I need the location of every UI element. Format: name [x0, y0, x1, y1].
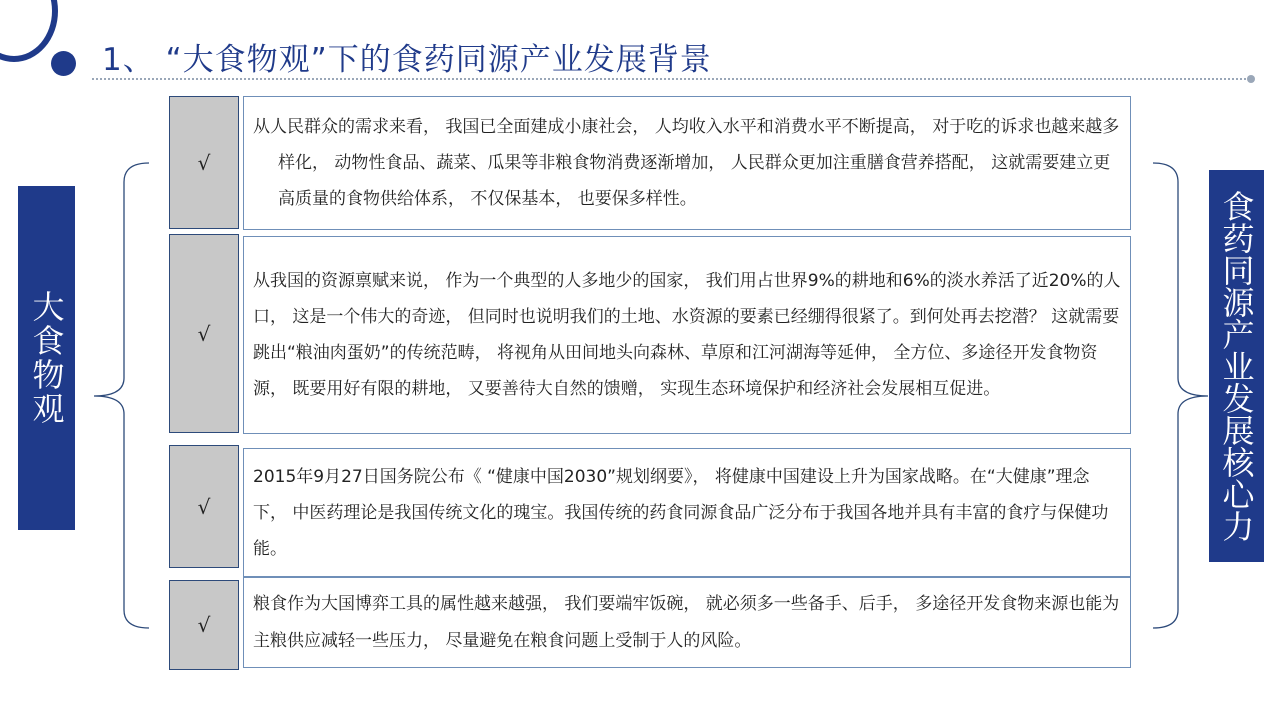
title-divider-end-dot — [1247, 75, 1255, 83]
check-mark-icon: √ — [197, 613, 211, 637]
check-box-4 — [169, 580, 239, 670]
page-title: 1、 “大食物观”下的食药同源产业发展背景 — [102, 42, 712, 78]
check-box-3 — [169, 445, 239, 568]
check-box-2 — [169, 234, 239, 433]
right-label-text: 食药同源产业发展核心力 — [1217, 190, 1256, 542]
check-mark-icon: √ — [197, 150, 211, 175]
check-box-1 — [169, 96, 239, 229]
title-divider — [92, 78, 1250, 80]
decorative-dot — [51, 51, 76, 76]
text-box-1 — [243, 96, 1131, 230]
row-text-1: 从人民群众的需求来看， 我国已全面建成小康社会， 人均收入水平和消费水平不断提高， 对于吃的诉求也越来越多样化， 动物性食品、蔬菜、瓜果等非粮食物消费逐渐增加， 人民群众更加注重膳食营养搭配， 这就需要建立更高质量的食物供给体系， 不仅保基本， 也要保多样性。 — [253, 117, 1120, 209]
decorative-arc — [0, 0, 58, 62]
row-text-3: 2015年9月27日国务院公布《 “健康中国2030”规划纲要》， 将健康中国建设上升为国家战略。在“大健康”理念下， 中医药理论是我国传统文化的瑰宝。我国传统的药食同源食品广泛分布于我国各地并具有丰富的食疗与保健功能。 — [253, 466, 1109, 559]
left-label-box — [18, 186, 75, 530]
row-text-4: 粮食作为大国博弈工具的属性越来越强， 我们要端牢饭碗， 就必须多一些备手、后手， 多途径开发食物来源也能为主粮供应减轻一些压力， 尽量避免在粮食问题上受制于人的风险。 — [253, 593, 1120, 651]
right-brace — [1150, 160, 1212, 632]
right-label-box — [1209, 170, 1264, 562]
left-brace — [90, 160, 152, 632]
text-box-3 — [243, 448, 1131, 577]
text-box-2 — [243, 236, 1131, 434]
check-mark-icon: √ — [197, 321, 211, 346]
left-label-text: 大食物观 — [27, 290, 66, 426]
text-box-4 — [243, 577, 1131, 668]
row-text-2: 从我国的资源禀赋来说， 作为一个典型的人多地少的国家， 我们用占世界9%的耕地和6%的淡水养活了近20%的人口， 这是一个伟大的奇迹， 但同时也说明我们的土地、水资源的要素已经绷得很紧了。到何处再去挖潜？ 这就需要跳出“粮油肉蛋奶”的传统范畴， 将视角从田间地头向森林、草原和江河湖海等延伸， 全方位、多途径开发食物资源， 既要用好有限的耕地， 又要善待大自然的馈赠， 实现生态环境保护和经济社会发展相互促进。 — [253, 271, 1121, 399]
check-mark-icon: √ — [197, 494, 211, 519]
